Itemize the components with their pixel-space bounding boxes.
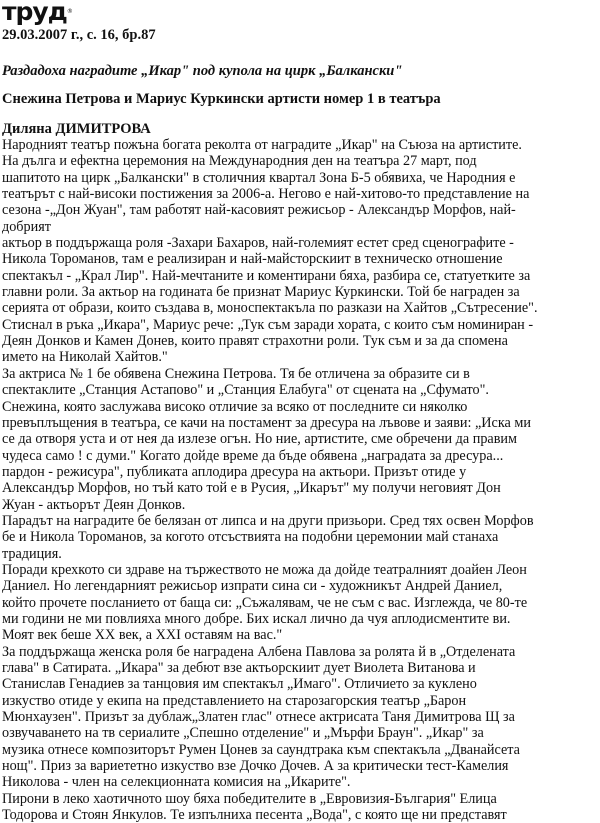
article-body-line: Пирони в леко хаотичното шоу бяха победителите в „Евровизия-България" Елица xyxy=(2,790,497,807)
article-body-line: спектакъл - „Крал Лир". Най-мечтаните и коментирани бяха, разбира се, статуетките за xyxy=(2,267,531,284)
article-subheadline: Снежина Петрова и Мариус Куркински артисти номер 1 в театъра xyxy=(2,91,441,107)
article-body-line: нощ". Приз за вариететно изкуство взе Дочко Дочев. А за критически тест-Камелия xyxy=(2,758,509,775)
article-body-line: се да отворя уста и от нея да излезе огън. Но ние, артистите, сме обречени да правим xyxy=(2,431,517,448)
article-body-line: добрият xyxy=(2,218,51,235)
article-body-line: На дълга и ефектна церемония на Международния ден на театъра 27 март, под xyxy=(2,153,477,170)
article-body-line: Парадът на наградите бе белязан от липса и на други призьори. Сред тях освен Морфов xyxy=(2,512,534,529)
article-body-line: Моят век беше XX век, а XXI оставям на вас." xyxy=(2,627,283,644)
article-body-line: Николова - член на селекционната комисия на „Икарите". xyxy=(2,774,351,791)
article-body-line: актьор в поддържаща роля -Захари Бахаров, най-големият естет сред сценографите - xyxy=(2,235,514,252)
article-body-line: Даниел. Но легендарният режисьор изпрати сина си - художникът Андрей Даниел, xyxy=(2,578,503,595)
article-body-line: Никола Тороманов, там е реализиран и най-майсторскиит в техническо отношение xyxy=(2,251,503,268)
article-body-line: ми години не ми повлияха много добре. Бих искал лично да чуя аплодисментите ви. xyxy=(2,610,511,627)
article-body-line: театърът с най-високи постижения за 2006-а. Негово е най-хитово-то представление на xyxy=(2,186,530,203)
article-body-line: Снежина, която заслужава високо отличие за всяко от последните си няколко xyxy=(2,398,468,415)
article-body-line: серията от образи, които създава в, моноспектакъла по разкази на Хайтов „Сътресение". xyxy=(2,300,538,317)
article-body xyxy=(2,137,600,823)
article-body-line: традиция. xyxy=(2,545,62,562)
article-body-line: шапитото на цирк „Балкански" в столичния квартал Зона Б-5 обявиха, че Народния е xyxy=(2,169,516,186)
article-body-line: Народният театър пожъна богата реколта от наградите „Икар" на Съюза на артистите. xyxy=(2,137,522,153)
article-headline: Раздадоха наградите „Икар" под купола на цирк „Балкански" xyxy=(2,63,403,79)
article-body-line: Тодорова и Стоян Янкулов. Те изпълниха песента „Вода", с която ще ни представят xyxy=(2,807,507,823)
article-byline: Диляна ДИМИТРОВА xyxy=(2,121,151,137)
article-body-line: Жуан - актьорът Деян Донков. xyxy=(2,496,186,513)
article-body-line: За актриса № 1 бе обявена Снежина Петрова. Тя бе отличена за образите си в xyxy=(2,365,470,382)
article-body-line: Поради крехкото си здраве на тържеството не можа да дойде театралният доайен Леон xyxy=(2,561,527,578)
article-body-line: изкуство отиде у екипа на представлението на старозагорския театър „Барон xyxy=(2,692,467,709)
article-body-line: За поддържаща женска роля бе наградена Албена Павлова за ролята й в „Отделената xyxy=(2,643,516,660)
article-body-line: главни роли. За актьор на годината бе признат Мариус Куркински. Той бе награден за xyxy=(2,284,520,301)
article-body-line: озвучаването на тв сериалите „Спешно отделение" и „Мърфи Браун". „Икар" за xyxy=(2,725,484,742)
article-body-line: Станислав Генадиев за танцовия им спектакъл „Имаго". Отличието за куклено xyxy=(2,676,477,693)
article-body-line: превъплъщения в театъра, се качи на постамент за дресура на лъвове и заяви: „Иска ми xyxy=(2,414,531,431)
registered-mark: ® xyxy=(66,8,73,15)
article-body-line: чудеса само ! с думи." Когато дойде време да бъде обявена „наградата за дресура... xyxy=(2,447,504,464)
article-body-line: пардон - режисура", публиката аплодира дресура на актьори. Призът отиде у xyxy=(2,463,467,480)
article-body-line: спектаклите „Станция Астапово" и „Станция Елабуга" от сцената на „Сфумато". xyxy=(2,382,489,399)
article-body-line: който прочете посланието от баща си: „Съжалявам, че не съм с вас. Изглежда, че 80-те xyxy=(2,594,528,611)
logo-text: труд xyxy=(2,0,67,26)
article-body-line: Александър Морфов, но тъй като той е в Русия, „Икарът" му получи неговият Дон xyxy=(2,480,501,497)
article-body-line: сезона -„Дон Жуан", там работят най-касовият режисьор - Александър Морфов, най- xyxy=(2,202,516,219)
newspaper-logo xyxy=(2,0,73,24)
publication-dateline: 29.03.2007 г., с. 16, бр.87 xyxy=(2,27,156,43)
article-body-line: глава" в Сатирата. „Икара" за дебют взе актьорскиит дует Виолета Витанова и xyxy=(2,660,476,676)
article-body-line: музика отнесе композиторът Румен Цонев за саундтрака към спектакъла „Дванайсета xyxy=(2,741,520,758)
article-body-line: Мюнхаузен". Призът за дублаж„Златен глас" отнесе актрисата Таня Димитрова Щ за xyxy=(2,709,515,726)
article-body-line: името на Николай Хайтов." xyxy=(2,349,168,366)
article-body-line: Стиснал в ръка „Икара", Мариус рече: „Тук съм заради хората, с които съм номиниран - xyxy=(2,316,534,333)
article-body-line: Деян Донков и Камен Донев, които правят страхотни роли. Тук съм и за да спомена xyxy=(2,333,508,350)
article-body-line: бе и Никола Тороманов, за когото отсъствията на подобни церемонии май станаха xyxy=(2,529,499,546)
